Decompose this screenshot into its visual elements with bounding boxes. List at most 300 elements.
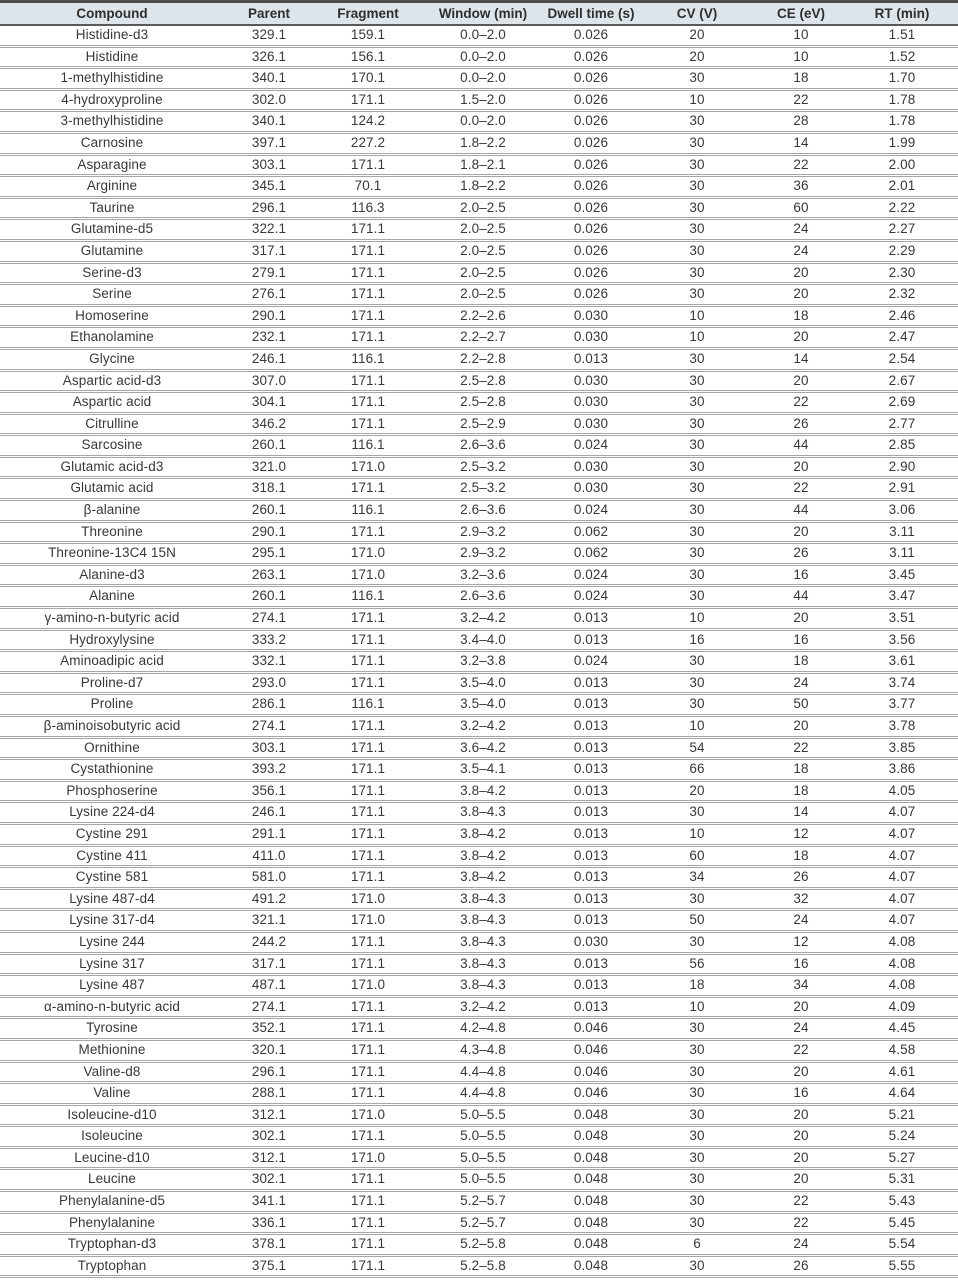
- table-row: [0, 500, 958, 522]
- cell-compound: Glutamic acid-d3: [0, 456, 224, 478]
- cell-rt: 2.32: [846, 284, 958, 306]
- cell-ce: 22: [756, 1212, 846, 1234]
- cell-fragment: 171.0: [314, 910, 422, 932]
- table-row: [0, 931, 958, 953]
- cell-fragment: 171.0: [314, 1104, 422, 1126]
- cell-parent: 232.1: [224, 327, 314, 349]
- cell-ce: 16: [756, 564, 846, 586]
- cell-parent: 276.1: [224, 284, 314, 306]
- cell-window: 2.0–2.5: [422, 197, 544, 219]
- cell-parent: 329.1: [224, 25, 314, 46]
- cell-cv: 50: [638, 910, 756, 932]
- table-row: [0, 240, 958, 262]
- cell-ce: 36: [756, 176, 846, 198]
- cell-window: 5.2–5.7: [422, 1191, 544, 1213]
- cell-dwell: 0.048: [544, 1255, 638, 1277]
- cell-compound: Alanine-d3: [0, 564, 224, 586]
- cell-rt: 4.05: [846, 780, 958, 802]
- header-row: [0, 2, 958, 26]
- cell-window: 3.2–4.2: [422, 716, 544, 738]
- cell-window: 0.0–2.0: [422, 25, 544, 46]
- cell-compound: Lysine 317: [0, 953, 224, 975]
- cell-dwell: 0.013: [544, 608, 638, 630]
- table-row: [0, 132, 958, 154]
- cell-rt: 2.27: [846, 219, 958, 241]
- cell-ce: 20: [756, 996, 846, 1018]
- cell-compound: Lysine 317-d4: [0, 910, 224, 932]
- cell-parent: 393.2: [224, 759, 314, 781]
- cell-window: 3.5–4.1: [422, 759, 544, 781]
- cell-parent: 274.1: [224, 996, 314, 1018]
- cell-cv: 10: [638, 305, 756, 327]
- cell-rt: 2.54: [846, 348, 958, 370]
- cell-ce: 22: [756, 154, 846, 176]
- cell-rt: 5.21: [846, 1104, 958, 1126]
- cell-cv: 30: [638, 1255, 756, 1277]
- cell-window: 3.8–4.3: [422, 931, 544, 953]
- cell-rt: 2.77: [846, 413, 958, 435]
- column-header-cv: CV (V): [638, 2, 756, 26]
- table-row: [0, 521, 958, 543]
- cell-compound: Arginine: [0, 176, 224, 198]
- cell-parent: 378.1: [224, 1234, 314, 1256]
- cell-window: 0.0–2.0: [422, 46, 544, 68]
- cell-ce: 28: [756, 111, 846, 133]
- column-header-compound: Compound: [0, 2, 224, 26]
- cell-cv: 10: [638, 996, 756, 1018]
- cell-ce: 18: [756, 780, 846, 802]
- cell-ce: 20: [756, 1126, 846, 1148]
- cell-dwell: 0.024: [544, 500, 638, 522]
- table-row: [0, 716, 958, 738]
- cell-rt: 2.47: [846, 327, 958, 349]
- table-row: [0, 46, 958, 68]
- cell-parent: 346.2: [224, 413, 314, 435]
- cell-compound: Histidine-d3: [0, 25, 224, 46]
- cell-parent: 345.1: [224, 176, 314, 198]
- cell-dwell: 0.013: [544, 629, 638, 651]
- cell-ce: 22: [756, 89, 846, 111]
- cell-cv: 30: [638, 132, 756, 154]
- cell-parent: 246.1: [224, 802, 314, 824]
- cell-parent: 318.1: [224, 478, 314, 500]
- cell-ce: 20: [756, 521, 846, 543]
- cell-compound: Alanine: [0, 586, 224, 608]
- cell-rt: 2.22: [846, 197, 958, 219]
- cell-rt: 1.78: [846, 89, 958, 111]
- cell-ce: 20: [756, 456, 846, 478]
- cell-compound: Carnosine: [0, 132, 224, 154]
- cell-compound: Phenylalanine: [0, 1212, 224, 1234]
- cell-compound: Lysine 224-d4: [0, 802, 224, 824]
- cell-cv: 30: [638, 931, 756, 953]
- cell-parent: 491.2: [224, 888, 314, 910]
- cell-cv: 30: [638, 694, 756, 716]
- cell-dwell: 0.026: [544, 284, 638, 306]
- table-row: [0, 392, 958, 414]
- cell-cv: 30: [638, 888, 756, 910]
- cell-ce: 24: [756, 1234, 846, 1256]
- cell-dwell: 0.048: [544, 1234, 638, 1256]
- table-row: [0, 867, 958, 889]
- table-row: [0, 823, 958, 845]
- cell-parent: 293.0: [224, 672, 314, 694]
- cell-dwell: 0.013: [544, 975, 638, 997]
- cell-fragment: 171.1: [314, 1061, 422, 1083]
- cell-dwell: 0.026: [544, 262, 638, 284]
- cell-cv: 10: [638, 327, 756, 349]
- cell-compound: Lysine 244: [0, 931, 224, 953]
- cell-parent: 336.1: [224, 1212, 314, 1234]
- cell-parent: 291.1: [224, 823, 314, 845]
- cell-ce: 20: [756, 608, 846, 630]
- cell-fragment: 70.1: [314, 176, 422, 198]
- cell-parent: 260.1: [224, 500, 314, 522]
- cell-ce: 60: [756, 197, 846, 219]
- cell-fragment: 171.1: [314, 1255, 422, 1277]
- cell-compound: Phosphoserine: [0, 780, 224, 802]
- cell-fragment: 116.1: [314, 694, 422, 716]
- column-header-dwell-time: Dwell time (s): [544, 2, 638, 26]
- table-row: [0, 370, 958, 392]
- cell-ce: 24: [756, 672, 846, 694]
- cell-rt: 2.85: [846, 435, 958, 457]
- cell-ce: 26: [756, 543, 846, 565]
- cell-dwell: 0.013: [544, 780, 638, 802]
- cell-cv: 30: [638, 262, 756, 284]
- cell-ce: 26: [756, 413, 846, 435]
- cell-compound: Proline: [0, 694, 224, 716]
- cell-dwell: 0.026: [544, 25, 638, 46]
- cell-cv: 16: [638, 629, 756, 651]
- cell-window: 3.8–4.3: [422, 975, 544, 997]
- column-header-rt: RT (min): [846, 2, 958, 26]
- cell-ce: 20: [756, 1169, 846, 1191]
- table-row: [0, 651, 958, 673]
- cell-parent: 321.1: [224, 910, 314, 932]
- cell-compound: Glutamine-d5: [0, 219, 224, 241]
- cell-rt: 3.77: [846, 694, 958, 716]
- cell-cv: 30: [638, 1169, 756, 1191]
- cell-ce: 22: [756, 392, 846, 414]
- cell-window: 3.8–4.2: [422, 780, 544, 802]
- cell-rt: 4.07: [846, 867, 958, 889]
- cell-ce: 44: [756, 500, 846, 522]
- cell-rt: 3.11: [846, 543, 958, 565]
- cell-window: 1.8–2.2: [422, 176, 544, 198]
- cell-cv: 10: [638, 823, 756, 845]
- cell-rt: 3.78: [846, 716, 958, 738]
- cell-compound: Valine: [0, 1083, 224, 1105]
- cell-parent: 356.1: [224, 780, 314, 802]
- cell-compound: Proline-d7: [0, 672, 224, 694]
- cell-rt: 4.08: [846, 953, 958, 975]
- table-row: [0, 543, 958, 565]
- cell-window: 5.2–5.8: [422, 1255, 544, 1277]
- cell-cv: 20: [638, 780, 756, 802]
- cell-cv: 56: [638, 953, 756, 975]
- cell-fragment: 171.1: [314, 931, 422, 953]
- cell-parent: 312.1: [224, 1147, 314, 1169]
- cell-parent: 279.1: [224, 262, 314, 284]
- cell-ce: 26: [756, 1255, 846, 1277]
- cell-fragment: 171.1: [314, 629, 422, 651]
- cell-window: 3.5–4.0: [422, 694, 544, 716]
- cell-ce: 20: [756, 327, 846, 349]
- cell-compound: β-alanine: [0, 500, 224, 522]
- cell-rt: 2.00: [846, 154, 958, 176]
- cell-fragment: 171.1: [314, 370, 422, 392]
- cell-window: 4.4–4.8: [422, 1083, 544, 1105]
- cell-fragment: 171.1: [314, 392, 422, 414]
- table-row: [0, 1169, 958, 1191]
- cell-compound: Cystine 411: [0, 845, 224, 867]
- column-header-window: Window (min): [422, 2, 544, 26]
- cell-window: 3.8–4.2: [422, 845, 544, 867]
- cell-compound: Tryptophan: [0, 1255, 224, 1277]
- cell-dwell: 0.026: [544, 197, 638, 219]
- cell-rt: 1.78: [846, 111, 958, 133]
- cell-parent: 326.1: [224, 46, 314, 68]
- cell-dwell: 0.048: [544, 1169, 638, 1191]
- cell-cv: 6: [638, 1234, 756, 1256]
- cell-dwell: 0.024: [544, 586, 638, 608]
- cell-window: 5.2–5.7: [422, 1212, 544, 1234]
- cell-dwell: 0.048: [544, 1191, 638, 1213]
- cell-dwell: 0.030: [544, 478, 638, 500]
- cell-dwell: 0.048: [544, 1147, 638, 1169]
- cell-window: 3.2–3.6: [422, 564, 544, 586]
- cell-fragment: 171.1: [314, 219, 422, 241]
- cell-ce: 18: [756, 845, 846, 867]
- cell-dwell: 0.048: [544, 1126, 638, 1148]
- cell-dwell: 0.013: [544, 867, 638, 889]
- cell-dwell: 0.013: [544, 672, 638, 694]
- cell-parent: 321.0: [224, 456, 314, 478]
- table-row: [0, 888, 958, 910]
- cell-dwell: 0.046: [544, 1018, 638, 1040]
- cell-fragment: 171.1: [314, 651, 422, 673]
- cell-compound: Leucine: [0, 1169, 224, 1191]
- cell-window: 1.8–2.2: [422, 132, 544, 154]
- table-row: [0, 1126, 958, 1148]
- cell-window: 2.2–2.8: [422, 348, 544, 370]
- cell-rt: 5.54: [846, 1234, 958, 1256]
- cell-cv: 30: [638, 1018, 756, 1040]
- cell-rt: 4.07: [846, 910, 958, 932]
- cell-fragment: 171.1: [314, 867, 422, 889]
- table-body: [0, 25, 958, 1277]
- cell-window: 5.0–5.5: [422, 1126, 544, 1148]
- cell-rt: 3.45: [846, 564, 958, 586]
- cell-ce: 14: [756, 802, 846, 824]
- cell-rt: 4.64: [846, 1083, 958, 1105]
- cell-cv: 30: [638, 370, 756, 392]
- cell-rt: 4.61: [846, 1061, 958, 1083]
- cell-fragment: 171.1: [314, 823, 422, 845]
- cell-fragment: 171.1: [314, 716, 422, 738]
- cell-window: 2.0–2.5: [422, 284, 544, 306]
- cell-rt: 2.30: [846, 262, 958, 284]
- cell-cv: 30: [638, 68, 756, 90]
- cell-window: 2.5–3.2: [422, 456, 544, 478]
- cell-compound: Threonine-13C4 15N: [0, 543, 224, 565]
- cell-fragment: 171.1: [314, 1083, 422, 1105]
- cell-window: 5.2–5.8: [422, 1234, 544, 1256]
- cell-window: 3.8–4.3: [422, 802, 544, 824]
- cell-dwell: 0.026: [544, 176, 638, 198]
- cell-dwell: 0.013: [544, 348, 638, 370]
- cell-parent: 317.1: [224, 240, 314, 262]
- table-row: [0, 89, 958, 111]
- table-row: [0, 478, 958, 500]
- cell-ce: 50: [756, 694, 846, 716]
- cell-dwell: 0.013: [544, 759, 638, 781]
- column-header-ce: CE (eV): [756, 2, 846, 26]
- cell-parent: 340.1: [224, 111, 314, 133]
- cell-window: 2.5–2.9: [422, 413, 544, 435]
- table-row: [0, 305, 958, 327]
- cell-cv: 10: [638, 89, 756, 111]
- cell-fragment: 171.1: [314, 845, 422, 867]
- cell-cv: 30: [638, 521, 756, 543]
- cell-dwell: 0.013: [544, 910, 638, 932]
- cell-cv: 30: [638, 219, 756, 241]
- cell-dwell: 0.046: [544, 1061, 638, 1083]
- cell-fragment: 171.1: [314, 1234, 422, 1256]
- cell-ce: 18: [756, 759, 846, 781]
- table-row: [0, 176, 958, 198]
- cell-window: 2.2–2.7: [422, 327, 544, 349]
- cell-dwell: 0.013: [544, 823, 638, 845]
- cell-dwell: 0.030: [544, 370, 638, 392]
- cell-dwell: 0.030: [544, 456, 638, 478]
- cell-dwell: 0.013: [544, 845, 638, 867]
- cell-ce: 18: [756, 68, 846, 90]
- cell-fragment: 171.0: [314, 975, 422, 997]
- cell-dwell: 0.030: [544, 305, 638, 327]
- cell-rt: 4.58: [846, 1039, 958, 1061]
- cell-rt: 3.85: [846, 737, 958, 759]
- cell-dwell: 0.026: [544, 240, 638, 262]
- cell-parent: 340.1: [224, 68, 314, 90]
- cell-fragment: 171.1: [314, 305, 422, 327]
- cell-parent: 246.1: [224, 348, 314, 370]
- cell-dwell: 0.013: [544, 694, 638, 716]
- cell-cv: 30: [638, 1147, 756, 1169]
- cell-parent: 333.2: [224, 629, 314, 651]
- cell-fragment: 171.0: [314, 456, 422, 478]
- cell-compound: Methionine: [0, 1039, 224, 1061]
- table-row: [0, 219, 958, 241]
- cell-window: 3.2–4.2: [422, 608, 544, 630]
- cell-dwell: 0.048: [544, 1104, 638, 1126]
- cell-parent: 397.1: [224, 132, 314, 154]
- cell-dwell: 0.026: [544, 89, 638, 111]
- cell-ce: 22: [756, 1039, 846, 1061]
- cell-dwell: 0.026: [544, 154, 638, 176]
- cell-ce: 14: [756, 132, 846, 154]
- cell-rt: 5.24: [846, 1126, 958, 1148]
- cell-window: 2.6–3.6: [422, 586, 544, 608]
- cell-dwell: 0.024: [544, 651, 638, 673]
- table-row: [0, 284, 958, 306]
- cell-cv: 30: [638, 284, 756, 306]
- cell-parent: 296.1: [224, 197, 314, 219]
- cell-compound: 3-methylhistidine: [0, 111, 224, 133]
- cell-cv: 20: [638, 46, 756, 68]
- cell-fragment: 171.1: [314, 1126, 422, 1148]
- cell-cv: 30: [638, 348, 756, 370]
- cell-fragment: 171.1: [314, 996, 422, 1018]
- table-row: [0, 694, 958, 716]
- table-row: [0, 737, 958, 759]
- cell-fragment: 171.1: [314, 737, 422, 759]
- cell-ce: 22: [756, 737, 846, 759]
- cell-dwell: 0.026: [544, 46, 638, 68]
- cell-compound: Glutamic acid: [0, 478, 224, 500]
- cell-window: 2.2–2.6: [422, 305, 544, 327]
- cell-window: 4.3–4.8: [422, 1039, 544, 1061]
- cell-fragment: 159.1: [314, 25, 422, 46]
- cell-cv: 20: [638, 25, 756, 46]
- table-row: [0, 586, 958, 608]
- cell-ce: 22: [756, 1191, 846, 1213]
- cell-dwell: 0.030: [544, 392, 638, 414]
- cell-dwell: 0.024: [544, 564, 638, 586]
- cell-fragment: 171.1: [314, 802, 422, 824]
- cell-parent: 244.2: [224, 931, 314, 953]
- cell-rt: 3.56: [846, 629, 958, 651]
- cell-compound: Tryptophan-d3: [0, 1234, 224, 1256]
- cell-rt: 3.74: [846, 672, 958, 694]
- cell-parent: 302.1: [224, 1126, 314, 1148]
- cell-compound: Threonine: [0, 521, 224, 543]
- cell-cv: 30: [638, 1039, 756, 1061]
- cell-fragment: 116.3: [314, 197, 422, 219]
- cell-cv: 30: [638, 413, 756, 435]
- table-header: [0, 2, 958, 26]
- cell-ce: 14: [756, 348, 846, 370]
- cell-rt: 3.47: [846, 586, 958, 608]
- table-row: [0, 802, 958, 824]
- cell-compound: 4-hydroxyproline: [0, 89, 224, 111]
- cell-cv: 30: [638, 1083, 756, 1105]
- cell-compound: Phenylalanine-d5: [0, 1191, 224, 1213]
- cell-window: 4.2–4.8: [422, 1018, 544, 1040]
- cell-dwell: 0.013: [544, 888, 638, 910]
- table-row: [0, 996, 958, 1018]
- table-row: [0, 608, 958, 630]
- cell-rt: 3.61: [846, 651, 958, 673]
- cell-ce: 20: [756, 716, 846, 738]
- table-row: [0, 111, 958, 133]
- cell-parent: 304.1: [224, 392, 314, 414]
- cell-window: 0.0–2.0: [422, 111, 544, 133]
- cell-compound: α-amino-n-butyric acid: [0, 996, 224, 1018]
- table-row: [0, 197, 958, 219]
- cell-parent: 303.1: [224, 737, 314, 759]
- cell-rt: 2.69: [846, 392, 958, 414]
- cell-rt: 4.09: [846, 996, 958, 1018]
- cell-fragment: 171.1: [314, 413, 422, 435]
- table-row: [0, 1083, 958, 1105]
- cell-rt: 4.45: [846, 1018, 958, 1040]
- cell-ce: 24: [756, 219, 846, 241]
- cell-parent: 274.1: [224, 716, 314, 738]
- cell-parent: 288.1: [224, 1083, 314, 1105]
- cell-fragment: 171.1: [314, 478, 422, 500]
